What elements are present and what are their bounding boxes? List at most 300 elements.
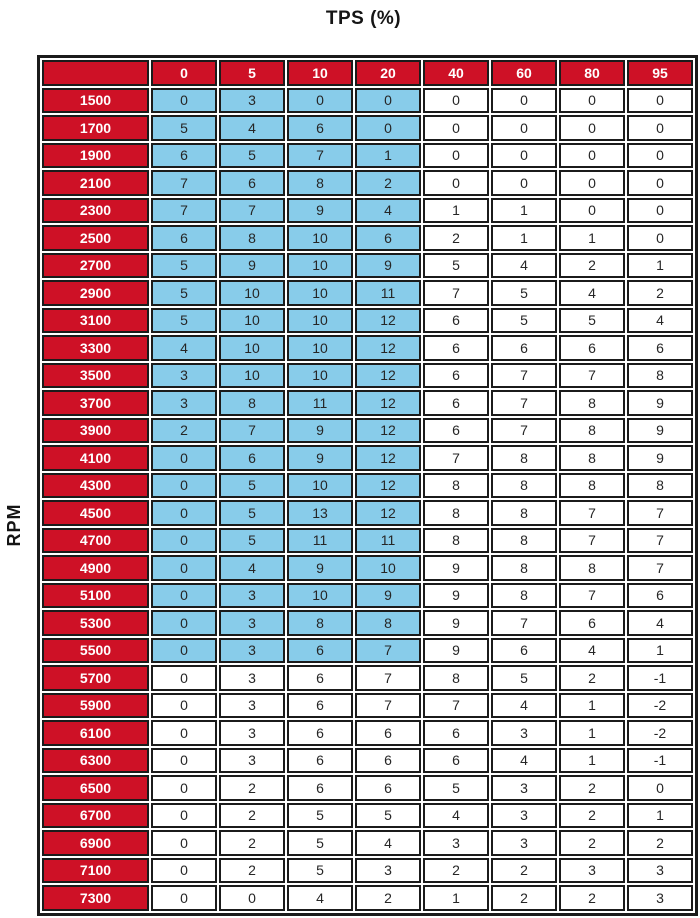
value-cell: 0 bbox=[151, 555, 217, 581]
value-cell: 5 bbox=[491, 308, 557, 334]
value-cell: 8 bbox=[355, 610, 421, 636]
row-header: 4100 bbox=[42, 445, 149, 471]
value-cell: 3 bbox=[219, 665, 285, 691]
value-cell: 8 bbox=[559, 555, 625, 581]
value-cell: 0 bbox=[627, 115, 693, 141]
value-cell: 0 bbox=[151, 445, 217, 471]
value-cell: 5 bbox=[491, 280, 557, 306]
value-cell: 9 bbox=[287, 418, 353, 444]
table-row bbox=[42, 473, 693, 499]
value-cell: 6 bbox=[423, 335, 489, 361]
value-cell: 9 bbox=[355, 583, 421, 609]
value-cell: 8 bbox=[559, 473, 625, 499]
column-header: 60 bbox=[491, 60, 557, 86]
row-header: 1700 bbox=[42, 115, 149, 141]
value-cell: 6 bbox=[151, 143, 217, 169]
value-cell: 12 bbox=[355, 308, 421, 334]
value-cell: 8 bbox=[491, 473, 557, 499]
table-row bbox=[42, 720, 693, 746]
value-cell: 0 bbox=[627, 775, 693, 801]
value-cell: 6 bbox=[287, 720, 353, 746]
value-cell: 0 bbox=[491, 170, 557, 196]
value-cell: 7 bbox=[423, 693, 489, 719]
value-cell: 10 bbox=[355, 555, 421, 581]
value-cell: 3 bbox=[491, 803, 557, 829]
value-cell: 3 bbox=[219, 720, 285, 746]
value-cell: 8 bbox=[491, 500, 557, 526]
row-header: 4500 bbox=[42, 500, 149, 526]
value-cell: -1 bbox=[627, 748, 693, 774]
row-header: 4700 bbox=[42, 528, 149, 554]
value-cell: 1 bbox=[423, 885, 489, 911]
row-header: 3300 bbox=[42, 335, 149, 361]
value-cell: 5 bbox=[423, 253, 489, 279]
value-cell: 0 bbox=[491, 115, 557, 141]
value-cell: 3 bbox=[151, 390, 217, 416]
value-cell: 7 bbox=[559, 528, 625, 554]
table-row bbox=[42, 775, 693, 801]
value-cell: 6 bbox=[151, 225, 217, 251]
table-row bbox=[42, 885, 693, 911]
value-cell: 8 bbox=[559, 445, 625, 471]
value-cell: 1 bbox=[559, 748, 625, 774]
value-cell: 7 bbox=[491, 418, 557, 444]
value-cell: 3 bbox=[151, 363, 217, 389]
value-cell: 0 bbox=[559, 170, 625, 196]
row-header: 7300 bbox=[42, 885, 149, 911]
value-cell: 9 bbox=[287, 198, 353, 224]
value-cell: 9 bbox=[423, 555, 489, 581]
value-cell: 8 bbox=[219, 225, 285, 251]
value-cell: 11 bbox=[355, 528, 421, 554]
table-row bbox=[42, 803, 693, 829]
value-cell: 2 bbox=[219, 775, 285, 801]
value-cell: 6 bbox=[287, 638, 353, 664]
value-cell: 2 bbox=[559, 253, 625, 279]
table-row bbox=[42, 418, 693, 444]
value-cell: 1 bbox=[627, 638, 693, 664]
table-row bbox=[42, 830, 693, 856]
value-cell: 0 bbox=[219, 885, 285, 911]
value-cell: 2 bbox=[219, 830, 285, 856]
value-cell: 11 bbox=[287, 528, 353, 554]
value-cell: 7 bbox=[559, 583, 625, 609]
value-cell: 6 bbox=[355, 720, 421, 746]
table-row bbox=[42, 308, 693, 334]
value-cell: 12 bbox=[355, 390, 421, 416]
row-header: 3900 bbox=[42, 418, 149, 444]
table-row bbox=[42, 858, 693, 884]
value-cell: 2 bbox=[219, 858, 285, 884]
tps-rpm-table bbox=[37, 55, 698, 916]
value-cell: 0 bbox=[627, 225, 693, 251]
value-cell: 6 bbox=[287, 775, 353, 801]
table-row bbox=[42, 253, 693, 279]
value-cell: 8 bbox=[627, 473, 693, 499]
value-cell: 10 bbox=[219, 335, 285, 361]
value-cell: 4 bbox=[627, 610, 693, 636]
value-cell: 10 bbox=[287, 473, 353, 499]
value-cell: 7 bbox=[423, 445, 489, 471]
value-cell: 6 bbox=[355, 748, 421, 774]
value-cell: 11 bbox=[287, 390, 353, 416]
value-cell: 0 bbox=[151, 748, 217, 774]
value-cell: 6 bbox=[219, 170, 285, 196]
value-cell: 6 bbox=[559, 610, 625, 636]
row-header: 5900 bbox=[42, 693, 149, 719]
value-cell: 3 bbox=[491, 775, 557, 801]
table-row bbox=[42, 445, 693, 471]
value-cell: 5 bbox=[287, 830, 353, 856]
table-row bbox=[42, 170, 693, 196]
value-cell: 0 bbox=[151, 665, 217, 691]
value-cell: 4 bbox=[423, 803, 489, 829]
row-header: 6100 bbox=[42, 720, 149, 746]
value-cell: 4 bbox=[491, 748, 557, 774]
value-cell: 0 bbox=[423, 170, 489, 196]
value-cell: 1 bbox=[559, 693, 625, 719]
row-header: 5100 bbox=[42, 583, 149, 609]
value-cell: 10 bbox=[287, 280, 353, 306]
value-cell: 6 bbox=[423, 390, 489, 416]
value-cell: 13 bbox=[287, 500, 353, 526]
value-cell: -1 bbox=[627, 665, 693, 691]
row-header: 2100 bbox=[42, 170, 149, 196]
value-cell: -2 bbox=[627, 693, 693, 719]
value-cell: 5 bbox=[287, 803, 353, 829]
value-cell: 5 bbox=[423, 775, 489, 801]
value-cell: 5 bbox=[151, 308, 217, 334]
rpm-axis-label: RPM bbox=[4, 503, 24, 547]
value-cell: 1 bbox=[559, 720, 625, 746]
table-row bbox=[42, 143, 693, 169]
corner-cell bbox=[42, 60, 149, 86]
table-row bbox=[42, 528, 693, 554]
row-header: 7100 bbox=[42, 858, 149, 884]
value-cell: 2 bbox=[491, 885, 557, 911]
value-cell: 6 bbox=[491, 638, 557, 664]
table-row bbox=[42, 638, 693, 664]
value-cell: 3 bbox=[491, 830, 557, 856]
value-cell: 0 bbox=[151, 858, 217, 884]
value-cell: 2 bbox=[491, 858, 557, 884]
value-cell: 3 bbox=[559, 858, 625, 884]
value-cell: 0 bbox=[423, 88, 489, 114]
value-cell: 3 bbox=[219, 583, 285, 609]
table-header bbox=[42, 60, 693, 86]
table-row bbox=[42, 363, 693, 389]
value-cell: 4 bbox=[287, 885, 353, 911]
value-cell: 7 bbox=[151, 170, 217, 196]
value-cell: 8 bbox=[491, 555, 557, 581]
value-cell: 7 bbox=[355, 638, 421, 664]
value-cell: 2 bbox=[559, 885, 625, 911]
value-cell: 7 bbox=[287, 143, 353, 169]
value-cell: 3 bbox=[627, 858, 693, 884]
value-cell: 8 bbox=[491, 528, 557, 554]
value-cell: 10 bbox=[287, 253, 353, 279]
value-cell: 1 bbox=[627, 803, 693, 829]
value-cell: 6 bbox=[627, 335, 693, 361]
value-cell: 1 bbox=[491, 198, 557, 224]
value-cell: 6 bbox=[627, 583, 693, 609]
value-cell: 6 bbox=[355, 225, 421, 251]
value-cell: 6 bbox=[219, 445, 285, 471]
value-cell: 0 bbox=[355, 115, 421, 141]
value-cell: 7 bbox=[491, 363, 557, 389]
value-cell: 5 bbox=[151, 115, 217, 141]
value-cell: 8 bbox=[559, 418, 625, 444]
value-cell: 7 bbox=[355, 665, 421, 691]
row-header: 1900 bbox=[42, 143, 149, 169]
value-cell: 0 bbox=[423, 143, 489, 169]
row-header: 6700 bbox=[42, 803, 149, 829]
value-cell: 0 bbox=[151, 500, 217, 526]
value-cell: 0 bbox=[151, 803, 217, 829]
value-cell: 0 bbox=[559, 143, 625, 169]
value-cell: 8 bbox=[423, 665, 489, 691]
value-cell: 0 bbox=[151, 528, 217, 554]
value-cell: 0 bbox=[423, 115, 489, 141]
value-cell: 4 bbox=[151, 335, 217, 361]
value-cell: 0 bbox=[151, 720, 217, 746]
value-cell: 9 bbox=[627, 418, 693, 444]
value-cell: 10 bbox=[219, 363, 285, 389]
value-cell: 10 bbox=[219, 308, 285, 334]
value-cell: 0 bbox=[559, 115, 625, 141]
value-cell: 0 bbox=[151, 775, 217, 801]
value-cell: 0 bbox=[151, 830, 217, 856]
value-cell: 9 bbox=[423, 638, 489, 664]
row-header: 1500 bbox=[42, 88, 149, 114]
value-cell: 6 bbox=[355, 775, 421, 801]
table-row bbox=[42, 390, 693, 416]
value-cell: 2 bbox=[559, 830, 625, 856]
value-cell: 0 bbox=[151, 610, 217, 636]
value-cell: 1 bbox=[423, 198, 489, 224]
value-cell: 9 bbox=[627, 390, 693, 416]
value-cell: 2 bbox=[559, 803, 625, 829]
value-cell: 0 bbox=[627, 88, 693, 114]
value-cell: 12 bbox=[355, 500, 421, 526]
value-cell: 3 bbox=[219, 748, 285, 774]
value-cell: 8 bbox=[287, 170, 353, 196]
value-cell: 3 bbox=[423, 830, 489, 856]
value-cell: 0 bbox=[627, 143, 693, 169]
value-cell: 5 bbox=[219, 500, 285, 526]
table-row bbox=[42, 693, 693, 719]
value-cell: 4 bbox=[219, 555, 285, 581]
value-cell: 5 bbox=[151, 253, 217, 279]
value-cell: 4 bbox=[559, 280, 625, 306]
column-header: 40 bbox=[423, 60, 489, 86]
value-cell: 6 bbox=[287, 693, 353, 719]
value-cell: 7 bbox=[355, 693, 421, 719]
value-cell: 0 bbox=[559, 88, 625, 114]
table-row bbox=[42, 280, 693, 306]
table-row bbox=[42, 610, 693, 636]
value-cell: 2 bbox=[355, 885, 421, 911]
value-cell: 6 bbox=[423, 748, 489, 774]
row-header: 6900 bbox=[42, 830, 149, 856]
value-cell: 8 bbox=[219, 390, 285, 416]
value-cell: 10 bbox=[287, 583, 353, 609]
value-cell: 10 bbox=[219, 280, 285, 306]
column-header: 5 bbox=[219, 60, 285, 86]
table-row bbox=[42, 115, 693, 141]
row-header: 4300 bbox=[42, 473, 149, 499]
value-cell: 1 bbox=[491, 225, 557, 251]
value-cell: 2 bbox=[151, 418, 217, 444]
value-cell: 3 bbox=[355, 858, 421, 884]
row-header: 2300 bbox=[42, 198, 149, 224]
value-cell: 5 bbox=[151, 280, 217, 306]
value-cell: 8 bbox=[491, 583, 557, 609]
value-cell: 4 bbox=[559, 638, 625, 664]
value-cell: 5 bbox=[219, 473, 285, 499]
row-header: 3500 bbox=[42, 363, 149, 389]
value-cell: 2 bbox=[559, 775, 625, 801]
value-cell: 5 bbox=[287, 858, 353, 884]
value-cell: 5 bbox=[491, 665, 557, 691]
value-cell: 3 bbox=[219, 88, 285, 114]
row-header: 5300 bbox=[42, 610, 149, 636]
header-row bbox=[42, 60, 693, 86]
value-cell: 9 bbox=[627, 445, 693, 471]
value-cell: 7 bbox=[627, 500, 693, 526]
value-cell: 4 bbox=[355, 830, 421, 856]
value-cell: 6 bbox=[287, 115, 353, 141]
row-header: 4900 bbox=[42, 555, 149, 581]
value-cell: 9 bbox=[219, 253, 285, 279]
value-cell: 3 bbox=[219, 693, 285, 719]
value-cell: 7 bbox=[423, 280, 489, 306]
value-cell: 4 bbox=[219, 115, 285, 141]
value-cell: 0 bbox=[355, 88, 421, 114]
value-cell: 3 bbox=[491, 720, 557, 746]
value-cell: 0 bbox=[151, 88, 217, 114]
column-header: 95 bbox=[627, 60, 693, 86]
value-cell: 8 bbox=[423, 473, 489, 499]
value-cell: 6 bbox=[423, 720, 489, 746]
value-cell: 4 bbox=[491, 253, 557, 279]
value-cell: 2 bbox=[559, 665, 625, 691]
value-cell: 1 bbox=[559, 225, 625, 251]
value-cell: 7 bbox=[559, 500, 625, 526]
value-cell: 4 bbox=[355, 198, 421, 224]
value-cell: 8 bbox=[491, 445, 557, 471]
value-cell: 8 bbox=[423, 500, 489, 526]
column-header: 20 bbox=[355, 60, 421, 86]
value-cell: 3 bbox=[219, 610, 285, 636]
table-row bbox=[42, 665, 693, 691]
value-cell: 0 bbox=[627, 170, 693, 196]
value-cell: 7 bbox=[491, 610, 557, 636]
value-cell: 0 bbox=[151, 473, 217, 499]
value-cell: 11 bbox=[355, 280, 421, 306]
value-cell: 2 bbox=[423, 858, 489, 884]
value-cell: 0 bbox=[151, 583, 217, 609]
value-cell: 2 bbox=[355, 170, 421, 196]
value-cell: 12 bbox=[355, 335, 421, 361]
value-cell: 9 bbox=[423, 610, 489, 636]
table-row bbox=[42, 88, 693, 114]
value-cell: 5 bbox=[559, 308, 625, 334]
table-row bbox=[42, 583, 693, 609]
value-cell: 7 bbox=[219, 418, 285, 444]
table-row bbox=[42, 198, 693, 224]
value-cell: 0 bbox=[151, 693, 217, 719]
value-cell: 12 bbox=[355, 418, 421, 444]
row-header: 5700 bbox=[42, 665, 149, 691]
value-cell: 7 bbox=[219, 198, 285, 224]
value-cell: 0 bbox=[151, 885, 217, 911]
table-row bbox=[42, 748, 693, 774]
column-header: 0 bbox=[151, 60, 217, 86]
value-cell: 0 bbox=[559, 198, 625, 224]
value-cell: 0 bbox=[151, 638, 217, 664]
table-row bbox=[42, 225, 693, 251]
value-cell: 2 bbox=[627, 830, 693, 856]
row-header: 2900 bbox=[42, 280, 149, 306]
value-cell: 0 bbox=[287, 88, 353, 114]
column-header: 80 bbox=[559, 60, 625, 86]
value-cell: 9 bbox=[287, 555, 353, 581]
value-cell: 10 bbox=[287, 363, 353, 389]
value-cell: 6 bbox=[287, 665, 353, 691]
value-cell: 5 bbox=[219, 528, 285, 554]
value-cell: 12 bbox=[355, 445, 421, 471]
value-cell: 7 bbox=[627, 528, 693, 554]
row-header: 2700 bbox=[42, 253, 149, 279]
value-cell: -2 bbox=[627, 720, 693, 746]
value-cell: 3 bbox=[219, 638, 285, 664]
value-cell: 8 bbox=[627, 363, 693, 389]
value-cell: 6 bbox=[423, 418, 489, 444]
row-header: 2500 bbox=[42, 225, 149, 251]
value-cell: 1 bbox=[627, 253, 693, 279]
value-cell: 9 bbox=[423, 583, 489, 609]
value-cell: 1 bbox=[355, 143, 421, 169]
value-cell: 6 bbox=[423, 308, 489, 334]
value-cell: 2 bbox=[219, 803, 285, 829]
value-cell: 7 bbox=[151, 198, 217, 224]
row-header: 6300 bbox=[42, 748, 149, 774]
row-header: 5500 bbox=[42, 638, 149, 664]
value-cell: 10 bbox=[287, 225, 353, 251]
value-cell: 8 bbox=[287, 610, 353, 636]
value-cell: 0 bbox=[491, 143, 557, 169]
table-row bbox=[42, 335, 693, 361]
row-header: 3100 bbox=[42, 308, 149, 334]
tps-axis-title: TPS (%) bbox=[325, 8, 402, 29]
value-cell: 4 bbox=[491, 693, 557, 719]
value-cell: 10 bbox=[287, 335, 353, 361]
row-header: 3700 bbox=[42, 390, 149, 416]
value-cell: 2 bbox=[423, 225, 489, 251]
value-cell: 5 bbox=[355, 803, 421, 829]
value-cell: 8 bbox=[423, 528, 489, 554]
value-cell: 4 bbox=[627, 308, 693, 334]
value-cell: 12 bbox=[355, 363, 421, 389]
value-cell: 2 bbox=[627, 280, 693, 306]
value-cell: 8 bbox=[559, 390, 625, 416]
value-cell: 7 bbox=[559, 363, 625, 389]
value-cell: 9 bbox=[355, 253, 421, 279]
value-cell: 0 bbox=[627, 198, 693, 224]
value-cell: 0 bbox=[491, 88, 557, 114]
value-cell: 10 bbox=[287, 308, 353, 334]
